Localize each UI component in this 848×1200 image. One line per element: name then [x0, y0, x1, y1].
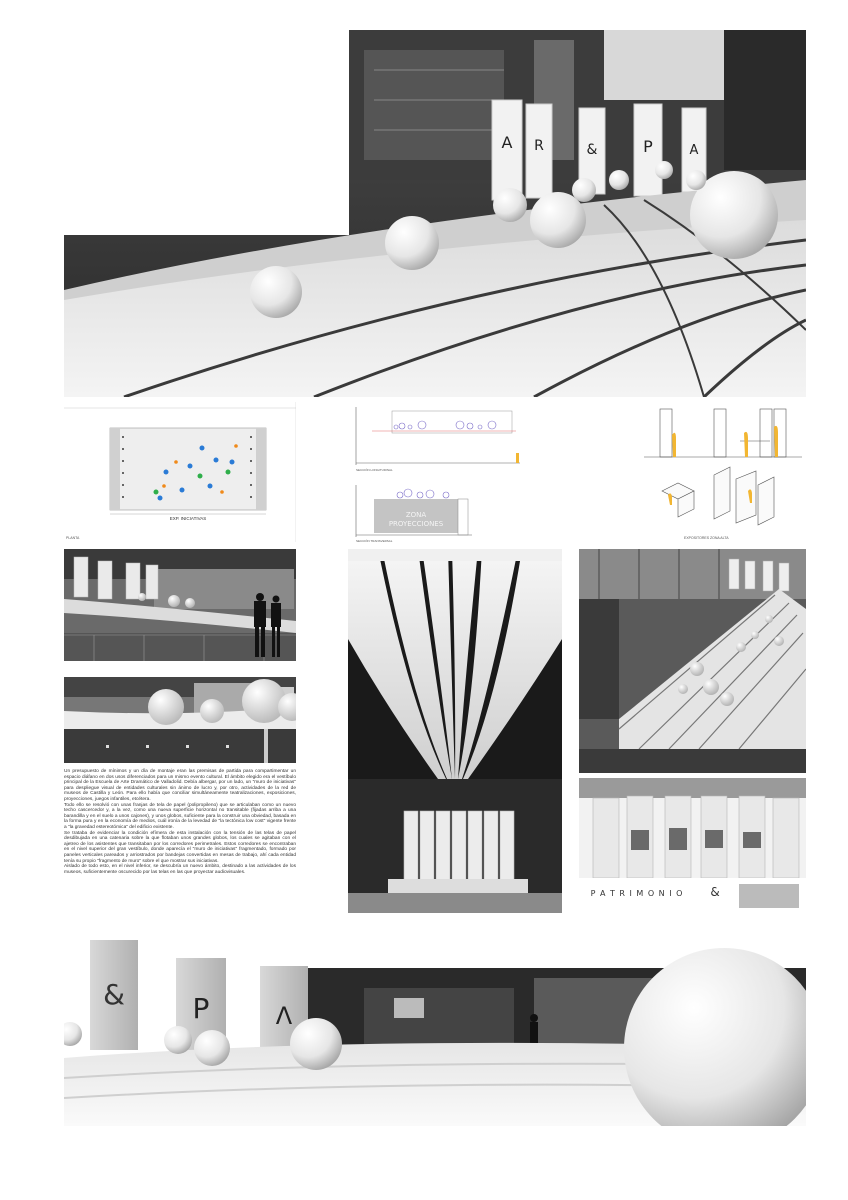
description-paragraph: Un presupuesto de mínimos y un día de montaje eran las premisas de partida para compartimentar un espacio diáfano en dos usos diferenciados para un mismo evento cultural. El ámbito elegido era el vestíbulo principal de la Escuela de Arte Dramático de Valladolid. Debía albergar, por un lado, un "muro de iniciativas" para despliegue visual de entidades culturales sin ánimo de lucro y, por otro, actividades de la red de museos de Castilla y León. Para ello había que conciliar simultáneamente teatralizaciones, exposiciones, proyecciones, juegos infantiles, etcétera. — [64, 769, 296, 802]
patrimonio-sign: P A T R I M O N I O — [590, 889, 684, 898]
section-trans-label: SECCIÓN TRANSVERSAL — [356, 539, 393, 543]
sign-letter: & — [103, 978, 125, 1011]
section-long-label: SECCIÓN LONGITUDINAL — [356, 468, 393, 472]
zone-label-2: PROYECCIONES — [388, 520, 444, 528]
sign-letter: A — [501, 133, 513, 152]
plan-center-label: EXP. INICIATIVAS — [169, 516, 207, 521]
hero-photo — [64, 30, 806, 397]
photo-patrimonio-panels — [579, 778, 806, 912]
photo-atrium-aerial — [579, 549, 806, 773]
zone-label-1: ZONA — [405, 511, 427, 519]
sign-letter: Λ — [275, 1002, 293, 1030]
sign-letter: P — [643, 137, 653, 156]
photo-bottom-panorama — [64, 938, 806, 1126]
sign-letter: & — [710, 885, 720, 899]
project-description — [64, 769, 296, 875]
sign-letter: P — [192, 992, 210, 1025]
sign-letter: R — [534, 138, 544, 154]
sections-drawing — [352, 405, 524, 543]
description-paragraph: Aislado de todo esto, en el nivel inferior, se descubría un nuevo ámbito, destinado a las actividades de los museos, suficientemente oscurecido por las telas en las que proyectar audiovisuales. — [64, 864, 296, 875]
photo-fabric-ceiling — [348, 549, 562, 913]
description-paragraph: Se trataba de evidenciar la condición efímera de esta instalación con la tensión de las telas de papel desdibujada en una catenaria sobre la que flotaban unos grandes globos, los cuales se agitaban con el ajetreo de los asistentes que transitaban por los corredores perimetrales. Estos corredores se encontraban en el nivel superior del gran vestíbulo, donde aparecía el "muro de iniciativas" fragmentado, formado por paneles verticales pareados y arriostrados por bandejas convertidas en mesas de trabajo, ahí cada entidad tenía su propio "fragmento de muro" sobre el que mostrar sus iniciativas. — [64, 830, 296, 864]
photo-visitors-railing — [64, 549, 296, 661]
photo-balloons-close — [64, 677, 296, 763]
expositores-drawing — [640, 405, 806, 543]
plan-label: PLANTA — [66, 536, 80, 540]
floor-plan-drawing — [64, 402, 296, 542]
sign-letter: A — [689, 143, 699, 158]
description-paragraph: Todo ello se resolvió con unas franjas de tela de papel (polipropileno) que se articulaban como un nuevo techo cascercedor y, a la vez, como una nueva superficie horizontal no transitable (fijadas arriba a una barandilla y en el suelo a unos cajones), y unos globos, suficiente para la construir una obviedad, basada en la forma pura y en la economía de medios, cuál ironía de la levedad de "la tectónica low cost" vigente frente a "la gravedad estereotómica" del edificio existente. — [64, 802, 296, 830]
sign-letter: & — [586, 142, 598, 158]
expositores-label: EXPOSITORES ZONA ALTA — [684, 536, 729, 540]
